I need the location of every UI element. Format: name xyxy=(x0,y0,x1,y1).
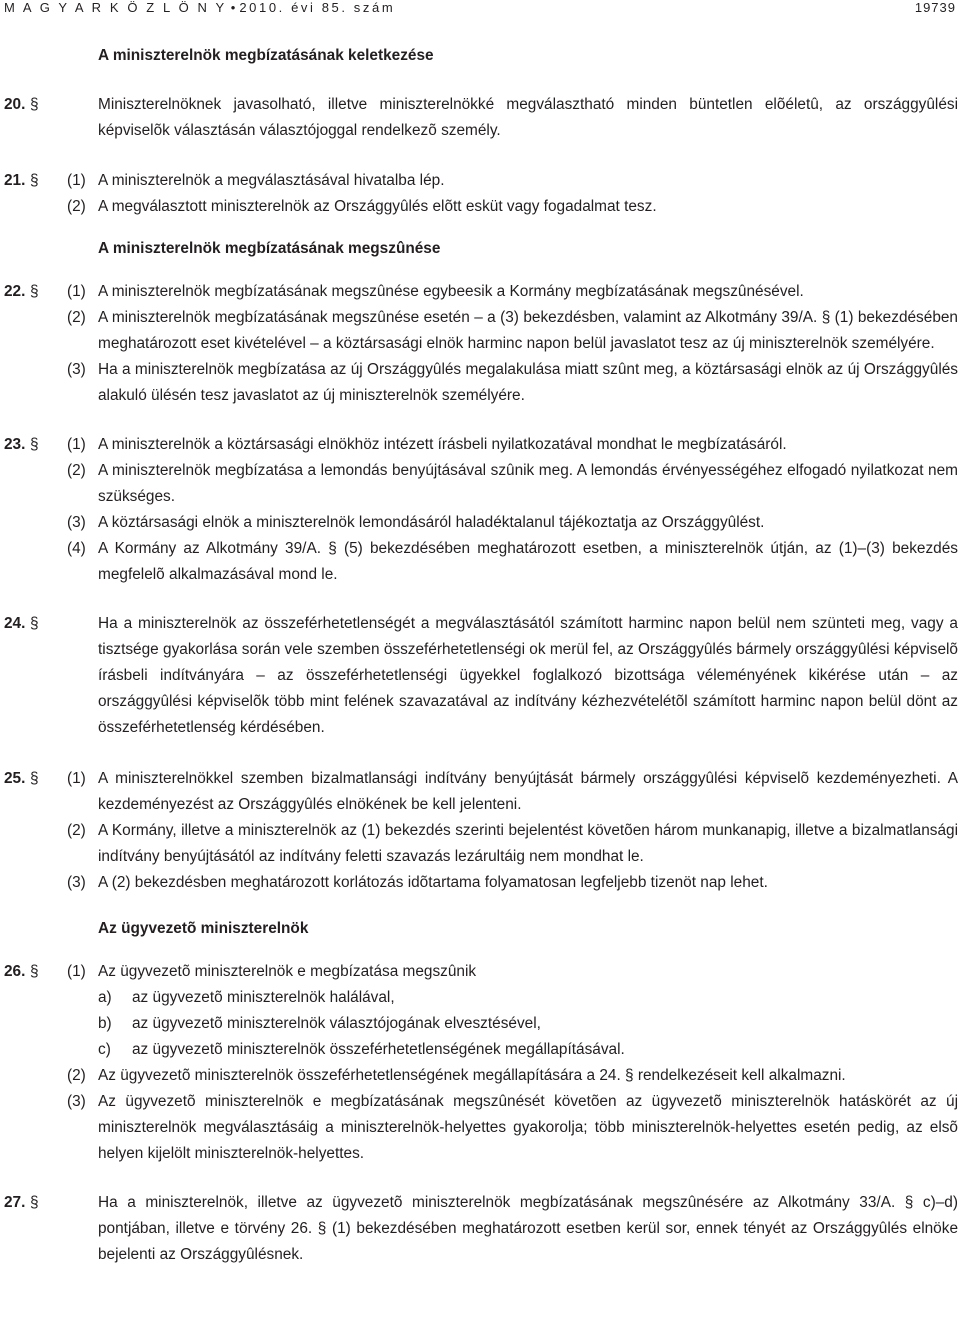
subsection-text: A miniszterelnök megbízatásának megszûnése esetén – a (3) bekezdésben, valamint az Alkotmány 39/A. § (1) bekezdésében meghatározott eset kivételével – a köztársasági elnök harminc napon belül javaslatot tesz az új miniszterelnök személyére. xyxy=(98,309,958,352)
running-title xyxy=(4,0,395,15)
subsection-text: A miniszterelnök a megválasztásával hivatalba lép. xyxy=(98,172,445,189)
subsection-number: (3) xyxy=(67,361,86,378)
subsection-text: A köztársasági elnök a miniszterelnök lemondásáról haladéktalanul tájékoztatja az Országgyûlést. xyxy=(98,514,765,531)
subsection-number: (2) xyxy=(67,822,86,839)
section-23 xyxy=(0,432,960,588)
subsection-number: (1) xyxy=(67,283,86,300)
section-number: 23. xyxy=(4,436,26,453)
subsection-number: (4) xyxy=(67,540,86,557)
subsection-number: (1) xyxy=(67,172,86,189)
section-heading: A miniszterelnök megbízatásának megszûnése xyxy=(98,240,441,257)
subsection-number: (2) xyxy=(67,198,86,215)
running-header xyxy=(4,0,956,20)
subsection-text: A (2) bekezdésben meghatározott korlátozás idõtartama folyamatosan legfeljebb tizenöt nap lehet. xyxy=(98,874,768,891)
paragraph-symbol: § xyxy=(30,96,39,113)
subsection-text: A megválasztott miniszterelnök az Országgyûlés elõtt esküt vagy fogadalmat tesz. xyxy=(98,198,657,215)
section-26 xyxy=(0,959,960,1167)
subsection-number: (1) xyxy=(67,963,86,980)
section-number: 21. xyxy=(4,172,26,189)
section-text: Ha a miniszterelnök az összeférhetetlenségét a megválasztásától számított harminc napon belül nem szünteti meg, vagy a tisztsége gyakorlása során vele szemben összeférhetetlenségi ok merül fel, az Országgyûlés bármely országgyûlési képviselõ írásbeli indítványára – az összeférhetetlenségi ügyekkel foglalkozó bizottsága véleményének kikérése után – az országgyûlési képviselõk több mint felének szavazatával az indítvány kézhezvételétõl számított harminc napon belül dönt az összeférhetetlenség kérdésében. xyxy=(98,615,958,736)
section-number: 26. xyxy=(4,963,26,980)
subsection-number: (2) xyxy=(67,1067,86,1084)
section-text: Ha a miniszterelnök, illetve az ügyvezetõ miniszterelnök megbízatásának megszûnésére az Alkotmány 33/A. § c)–d) pontjában, illetve e törvény 26. § (1) bekezdésében meghatározott esetben kerül sor, ennek tényét az Országgyûlés elnöke bejelenti az Országgyûlésnek. xyxy=(98,1194,958,1263)
section-number: 27. xyxy=(4,1194,26,1211)
subsection-number: (1) xyxy=(67,770,86,787)
list-item-text: az ügyvezetõ miniszterelnök összeférhetetlenségének megállapításával. xyxy=(132,1041,625,1058)
section-number: 24. xyxy=(4,615,26,632)
subsection-text: Az ügyvezetõ miniszterelnök e megbízatása megszûnik xyxy=(98,963,477,980)
subsection-number: (2) xyxy=(67,462,86,479)
subsection-number: (3) xyxy=(67,874,86,891)
subsection-number: (2) xyxy=(67,309,86,326)
subsection-text: A miniszterelnök megbízatásának megszûnése egybeesik a Kormány megbízatásának megszûnésével. xyxy=(98,283,804,300)
subsection-text: A miniszterelnök a köztársasági elnökhöz intézett írásbeli nyilatkozatával mondhat le megbízatásáról. xyxy=(98,436,787,453)
subsection-text: Az ügyvezetõ miniszterelnök összeférhetetlenségének megállapítására a 24. § rendelkezéseit kell alkalmazni. xyxy=(98,1067,846,1084)
subsection-number: (3) xyxy=(67,1093,86,1110)
section-25 xyxy=(0,766,960,896)
section-27 xyxy=(0,1190,960,1268)
issue-label: 2010. évi 85. szám xyxy=(239,0,396,15)
section-22 xyxy=(0,279,960,409)
page-number: 19739 xyxy=(914,0,956,15)
paragraph-symbol: § xyxy=(30,1194,39,1211)
paragraph-symbol: § xyxy=(30,770,39,787)
paragraph-symbol: § xyxy=(30,436,39,453)
subsection-text: A Kormány, illetve a miniszterelnök az (1) bekezdés szerinti bejelentést követõen három munkanapig, illetve a bizalmatlansági indítvány benyújtásától az indítvány feletti szavazás lezárultáig nem mondhat le. xyxy=(98,822,958,865)
subsection-text: A miniszterelnökkel szemben bizalmatlansági indítvány benyújtását bármely országgyûlési képviselõ kezdeményezheti. A kezdeményezést az Országgyûlés elnökének be kell jelenteni. xyxy=(98,770,958,813)
section-21 xyxy=(0,168,960,220)
section-text: Miniszterelnöknek javasolható, illetve miniszterelnökké megválasztható minden büntetlen elõéletû, az országgyûlési képviselõk választásán választójoggal rendelkezõ személy. xyxy=(98,96,958,139)
list-item-label: a) xyxy=(98,989,112,1006)
section-number: 25. xyxy=(4,770,26,787)
paragraph-symbol: § xyxy=(30,615,39,632)
list-item-label: b) xyxy=(98,1015,112,1032)
subsection-text: A Kormány az Alkotmány 39/A. § (5) bekezdésében meghatározott esetben, a miniszterelnök útján, az (1)–(3) bekezdés megfelelõ alkalmazásával mond le. xyxy=(98,540,958,583)
section-24 xyxy=(0,611,960,741)
subsection-number: (1) xyxy=(67,436,86,453)
subsection-text: Ha a miniszterelnök megbízatása az új Országgyûlés megalakulása miatt szûnt meg, a köztársasági elnök az új Országgyûlés alakuló ülésén tesz javaslatot az új miniszterelnök személyére. xyxy=(98,361,958,404)
section-heading: Az ügyvezetõ miniszterelnök xyxy=(98,920,309,937)
subsection-number: (3) xyxy=(67,514,86,531)
section-number: 20. xyxy=(4,96,26,113)
document-body xyxy=(0,41,960,1268)
section-number: 22. xyxy=(4,283,26,300)
subsection-text: Az ügyvezetõ miniszterelnök e megbízatásának megszûnését követõen az ügyvezetõ miniszterelnök hatáskörét az új miniszterelnök megválasztásáig a miniszterelnök-helyettes gyakorolja; több miniszterelnök-helyettes esetén pedig, az elsõ helyen kijelölt miniszterelnök-helyettes. xyxy=(98,1093,958,1162)
list-item-label: c) xyxy=(98,1041,111,1058)
paragraph-symbol: § xyxy=(30,172,39,189)
section-20 xyxy=(0,92,960,144)
bullet-separator: • xyxy=(230,0,236,15)
journal-name: M A G Y A R K Ö Z L Ö N Y xyxy=(4,0,227,15)
section-heading: A miniszterelnök megbízatásának keletkezése xyxy=(98,47,434,64)
subsection-text: A miniszterelnök megbízatása a lemondás benyújtásával szûnik meg. A lemondás érvényességéhez elfogadó nyilatkozat nem szükséges. xyxy=(98,462,958,505)
paragraph-symbol: § xyxy=(30,283,39,300)
list-item-text: az ügyvezetõ miniszterelnök halálával, xyxy=(132,989,395,1006)
list-item-text: az ügyvezetõ miniszterelnök választójogának elvesztésével, xyxy=(132,1015,541,1032)
paragraph-symbol: § xyxy=(30,963,39,980)
